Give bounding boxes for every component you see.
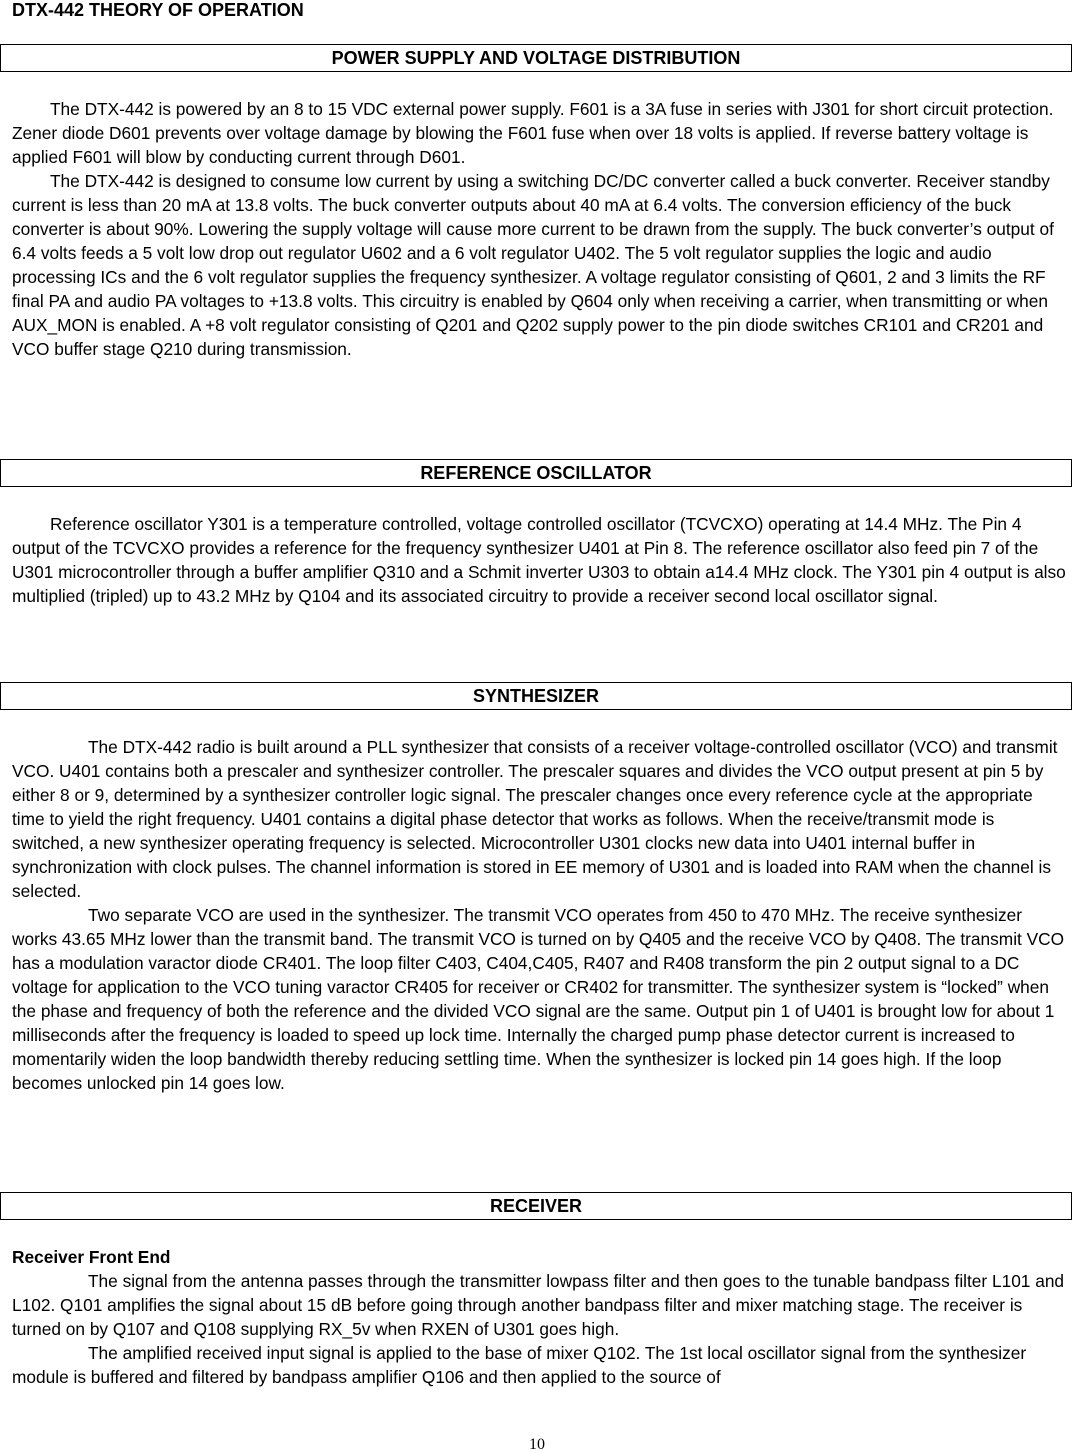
section-header-power: POWER SUPPLY AND VOLTAGE DISTRIBUTION <box>0 44 1072 72</box>
section-header-synthesizer: SYNTHESIZER <box>0 682 1072 710</box>
paragraph: The DTX-442 is powered by an 8 to 15 VDC external power supply. F601 is a 3A fuse in series with J301 for short circuit protection. Zener diode D601 prevents over voltage damage by blowing the F601 fuse when over 18 volts is applied. If reverse battery voltage is applied F601 will blow by conducting current through D601. <box>12 99 1054 167</box>
section-body-power <box>12 97 1066 361</box>
subsection-heading: Receiver Front End <box>12 1247 171 1267</box>
section-body-synthesizer <box>12 735 1066 1095</box>
paragraph: The signal from the antenna passes through the transmitter lowpass filter and then goes to the tunable bandpass filter L101 and L102. Q101 amplifies the signal about 15 dB before going through another bandpass filter and mixer matching stage. The receiver is turned on by Q107 and Q108 supplying RX_5v when RXEN of U301 goes high. <box>12 1271 1065 1339</box>
section-body-receiver <box>12 1245 1066 1389</box>
paragraph: The DTX-442 is designed to consume low current by using a switching DC/DC converter called a buck converter. Receiver standby current is less than 20 mA at 13.8 volts. The buck converter outputs about 40 mA at 6.4 volts. The conversion efficiency of the buck converter is about 90%. Lowering the supply voltage will cause more current to be drawn from the supply. The buck converter’s output of 6.4 volts feeds a 5 volt low drop out regulator U602 and a 6 volt regulator U402. The 5 volt regulator supplies the logic and audio processing ICs and the 6 volt regulator supplies the frequency synthesizer. A voltage regulator consisting of Q601, 2 and 3 limits the RF final PA and audio PA voltages to +13.8 volts. This circuitry is enabled by Q604 only when receiving a carrier, when transmitting or when AUX_MON is enabled. A +8 volt regulator consisting of Q201 and Q202 supply power to the pin diode switches CR101 and CR201 and VCO buffer stage Q210 during transmission. <box>12 171 1054 359</box>
section-header-reference-oscillator: REFERENCE OSCILLATOR <box>0 459 1072 487</box>
paragraph: Reference oscillator Y301 is a temperature controlled, voltage controlled oscillator (TCVCXO) operating at 14.4 MHz. The Pin 4 output of the TCVCXO provides a reference for the frequency synthesizer U401 at Pin 8. The reference oscillator also feed pin 7 of the U301 microcontroller through a buffer amplifier Q310 and a Schmit inverter U303 to obtain a14.4 MHz clock. The Y301 pin 4 output is also multiplied (tripled) up to 43.2 MHz by Q104 and its associated circuitry to provide a receiver second local oscillator signal. <box>12 514 1066 606</box>
paragraph: Two separate VCO are used in the synthesizer. The transmit VCO operates from 450 to 470 MHz. The receive synthesizer works 43.65 MHz lower than the transmit band. The transmit VCO is turned on by Q405 and the receive VCO by Q408. The transmit VCO has a modulation varactor diode CR401. The loop filter C403, C404,C405, R407 and R408 transform the pin 2 output signal to a DC voltage for application to the VCO tuning varactor CR405 for receiver or CR402 for transmitter. The synthesizer system is “locked” when the phase and frequency of both the reference and the divided VCO signal are the same. Output pin 1 of U401 is brought low for about 1 milliseconds after the frequency is loaded to speed up lock time. Internally the charged pump phase detector current is increased to momentarily widen the loop bandwidth thereby reducing settling time. When the synthesizer is locked pin 14 goes high. If the loop becomes unlocked pin 14 goes low. <box>12 905 1065 1093</box>
paragraph: The DTX-442 radio is built around a PLL synthesizer that consists of a receiver voltage-controlled oscillator (VCO) and transmit VCO. U401 contains both a prescaler and synthesizer controller. The prescaler squares and divides the VCO output present at pin 5 by either 8 or 9, determined by a synthesizer controller logic signal. The prescaler changes once every reference cycle at the appropriate time to yield the right frequency. U401 contains a digital phase detector that works as follows. When the receive/transmit mode is switched, a new synthesizer operating frequency is selected. Microcontroller U301 clocks new data into U401 internal buffer in synchronization with clock pulses. The channel information is stored in EE memory of U301 and is loaded into RAM when the channel is selected. <box>12 737 1058 901</box>
paragraph: The amplified received input signal is applied to the base of mixer Q102. The 1st local oscillator signal from the synthesizer module is buffered and filtered by bandpass amplifier Q106 and then applied to the source of <box>12 1343 1027 1387</box>
section-body-reference-oscillator <box>12 512 1066 608</box>
document-title: DTX-442 THEORY OF OPERATION <box>12 0 304 20</box>
section-header-receiver: RECEIVER <box>0 1192 1072 1220</box>
page-number: 10 <box>529 1436 545 1453</box>
